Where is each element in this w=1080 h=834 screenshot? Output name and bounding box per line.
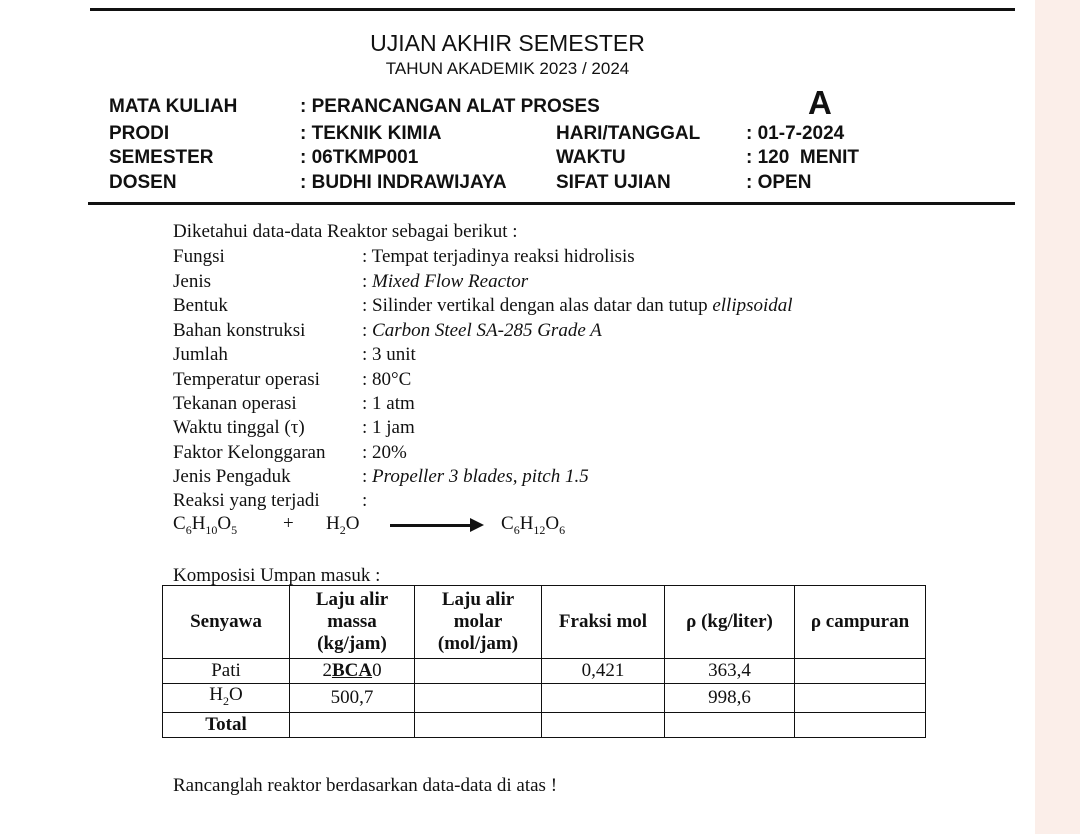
date-label: HARI/TANGGAL	[556, 123, 701, 144]
spec-value: : 1 jam	[362, 417, 415, 438]
prodi-label: PRODI	[109, 123, 170, 144]
spec-italic-value: ellipsoidal	[712, 295, 793, 316]
header-bottom-rule	[88, 202, 1015, 205]
right-margin-strip	[1035, 0, 1080, 834]
time-value: : 120 MENIT	[746, 147, 859, 168]
spec-italic-value: Mixed Flow Reactor	[372, 271, 529, 292]
feed-composition-table	[162, 585, 926, 738]
semester-value: : 06TKMP001	[300, 147, 419, 168]
spec-label: Jumlah	[173, 344, 228, 365]
cell-density: 998,6	[665, 684, 795, 713]
time-label: WAKTU	[556, 147, 626, 168]
cell-mass-flow	[290, 712, 415, 737]
spec-label: Tekanan operasi	[173, 393, 297, 414]
spec-text: : Silinder vertikal dengan alas datar dan tutup	[362, 295, 713, 316]
exam-title: UJIAN AKHIR SEMESTER	[370, 30, 645, 56]
cell-molar-flow	[415, 659, 542, 684]
header-compound: Senyawa	[163, 586, 290, 659]
spec-value	[362, 295, 793, 317]
academic-year: TAHUN AKADEMIK 2023 / 2024	[385, 59, 630, 78]
composition-title: Komposisi Umpan masuk :	[173, 565, 381, 586]
exam-type-label: SIFAT UJIAN	[556, 172, 671, 193]
spec-label: Faktor Kelonggaran	[173, 442, 326, 463]
reaction-arrow-head-icon	[470, 518, 484, 532]
instruction-text: Rancanglah reaktor berdasarkan data-data di atas !	[173, 775, 558, 796]
cell-mole-fraction	[542, 712, 665, 737]
spec-label: Jenis	[173, 271, 211, 292]
spec-value	[362, 271, 528, 293]
table-row	[163, 684, 926, 713]
date-value: : 01-7-2024	[746, 123, 845, 144]
reaction-plus: +	[283, 513, 294, 534]
cell-mass-flow: 2BCA0	[290, 659, 415, 684]
reactant-starch-formula: $C_6H_{10}O_5$	[173, 513, 238, 537]
cell-mix-density	[795, 684, 926, 713]
problem-intro: Diketahui data-data Reaktor sebagai berikut :	[173, 221, 518, 242]
exam-variant: A	[808, 84, 832, 121]
cell-density	[665, 712, 795, 737]
reactant-water-formula: $H_2O$	[326, 513, 360, 537]
spec-value: : 20%	[362, 442, 407, 463]
spec-value	[362, 320, 602, 342]
exam-type-value: : OPEN	[746, 172, 812, 193]
cell-mole-fraction: 0,421	[542, 659, 665, 684]
semester-label: SEMESTER	[109, 147, 214, 168]
header-mass-flow: Laju alir massa (kg/jam)	[290, 586, 415, 659]
spec-label: Bahan konstruksi	[173, 320, 306, 341]
table-header-row	[163, 586, 926, 659]
cell-total-label: Total	[163, 712, 290, 737]
spec-label: Reaksi yang terjadi	[173, 490, 320, 511]
cell-molar-flow	[415, 712, 542, 737]
prodi-value: : TEKNIK KIMIA	[300, 123, 442, 144]
spec-italic-value: Propeller 3 blades, pitch 1.5	[372, 466, 589, 487]
cell-mole-fraction	[542, 684, 665, 713]
spec-colon: :	[362, 466, 373, 487]
spec-value: : 80°C	[362, 369, 412, 390]
spec-label: Temperatur operasi	[173, 369, 320, 390]
header-mole-fraction: Fraksi mol	[542, 586, 665, 659]
spec-colon: :	[362, 271, 373, 292]
spec-value: :	[362, 490, 368, 511]
product-glucose-formula: $C_6H_{12}O_6$	[501, 513, 566, 537]
spec-value: : 3 unit	[362, 344, 416, 365]
header-density: ρ (kg/liter)	[665, 586, 795, 659]
spec-label: Bentuk	[173, 295, 228, 316]
cell-molar-flow	[415, 684, 542, 713]
top-rule	[90, 8, 1015, 11]
cell-mix-density	[795, 712, 926, 737]
dosen-label: DOSEN	[109, 172, 177, 193]
cell-density: 363,4	[665, 659, 795, 684]
spec-value	[362, 466, 589, 488]
dosen-value: : BUDHI INDRAWIJAYA	[300, 172, 507, 193]
spec-label: Waktu tinggal (τ)	[173, 417, 305, 438]
spec-italic-value: Carbon Steel SA-285 Grade A	[372, 320, 602, 341]
header-molar-flow: Laju alir molar (mol/jam)	[415, 586, 542, 659]
cell-compound: Pati	[163, 659, 290, 684]
course-label: MATA KULIAH	[109, 96, 238, 117]
spec-value: : Tempat terjadinya reaksi hidrolisis	[362, 246, 635, 267]
reaction-arrow-shaft	[390, 524, 472, 527]
table-row	[163, 712, 926, 737]
spec-label: Jenis Pengaduk	[173, 466, 291, 487]
course-value: : PERANCANGAN ALAT PROSES	[300, 96, 600, 117]
cell-compound: $H_2O$	[163, 684, 290, 713]
spec-label: Fungsi	[173, 246, 225, 267]
cell-mass-flow: 500,7	[290, 684, 415, 713]
spec-value: : 1 atm	[362, 393, 415, 414]
cell-mix-density	[795, 659, 926, 684]
table-row	[163, 659, 926, 684]
spec-colon: :	[362, 320, 373, 341]
header-mix-density: ρ campuran	[795, 586, 926, 659]
